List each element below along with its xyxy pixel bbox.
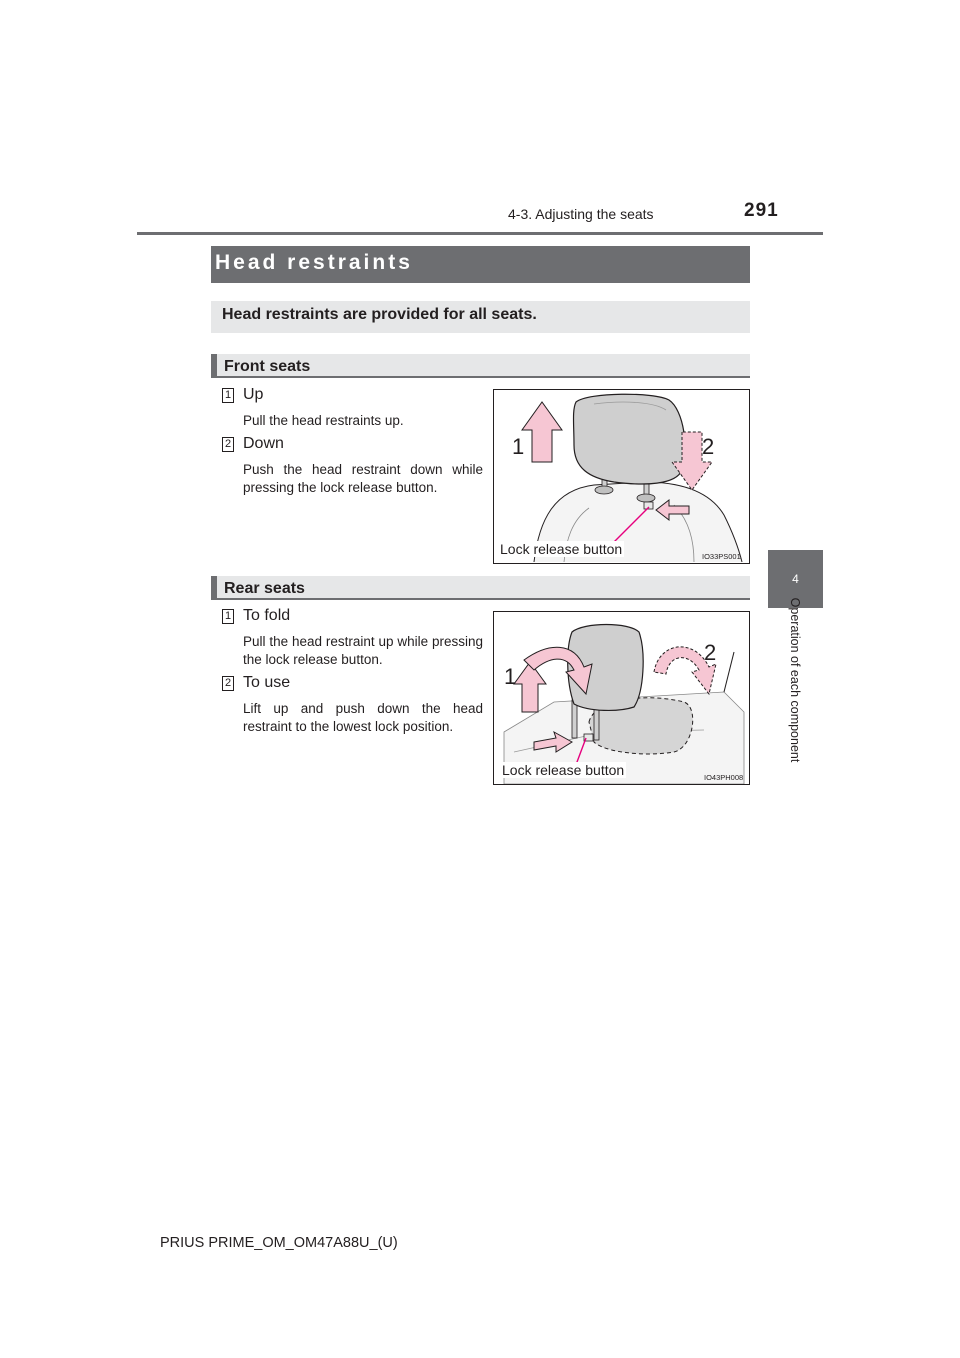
step-title: To use bbox=[243, 674, 291, 691]
step-title: Up bbox=[243, 386, 264, 403]
step-number: 2 bbox=[222, 676, 234, 691]
rear-seat-figure bbox=[493, 611, 750, 785]
rear-headrest-illustration bbox=[494, 612, 749, 784]
step-description: Lift up and push down the head restraint to the lowest lock position. bbox=[243, 701, 483, 734]
document-footer: PRIUS PRIME_OM_OM47A88U_(U) bbox=[160, 1235, 398, 1251]
figure-code: IO33PS001 bbox=[702, 552, 741, 561]
step-number: 1 bbox=[222, 388, 234, 403]
page-title: Head restraints bbox=[215, 251, 413, 274]
summary-text: Head restraints are provided for all seats. bbox=[222, 306, 537, 323]
step-description: Pull the head restraint up while pressing the lock release button. bbox=[243, 634, 483, 667]
chapter-title: Operation of each component bbox=[788, 597, 802, 763]
callout-2: 2 bbox=[702, 434, 715, 459]
chapter-number: 4 bbox=[792, 572, 799, 586]
callout-1: 1 bbox=[504, 664, 517, 689]
step-description: Push the head restraint down while pressing the lock release button. bbox=[243, 462, 483, 495]
front-headrest-illustration bbox=[494, 390, 749, 563]
front-seats-heading: Front seats bbox=[224, 358, 311, 375]
callout-2: 2 bbox=[704, 640, 717, 665]
callout-1: 1 bbox=[512, 434, 525, 459]
section-breadcrumb: 4-3. Adjusting the seats bbox=[508, 206, 654, 222]
rear-seats-marker bbox=[211, 576, 217, 600]
figure-code: IO43PH008 bbox=[704, 773, 744, 782]
front-seat-figure bbox=[493, 389, 750, 564]
step-number: 2 bbox=[222, 437, 234, 452]
page-number: 291 bbox=[744, 200, 779, 221]
step-title: To fold bbox=[243, 607, 291, 624]
header-divider bbox=[137, 232, 823, 235]
front-seats-marker bbox=[211, 354, 217, 378]
rear-seats-heading: Rear seats bbox=[224, 580, 305, 597]
step-title: Down bbox=[243, 435, 284, 452]
lock-release-label: Lock release button bbox=[502, 762, 625, 778]
lock-release-label: Lock release button bbox=[500, 541, 623, 557]
step-description: Pull the head restraints up. bbox=[243, 413, 404, 428]
step-number: 1 bbox=[222, 609, 234, 624]
